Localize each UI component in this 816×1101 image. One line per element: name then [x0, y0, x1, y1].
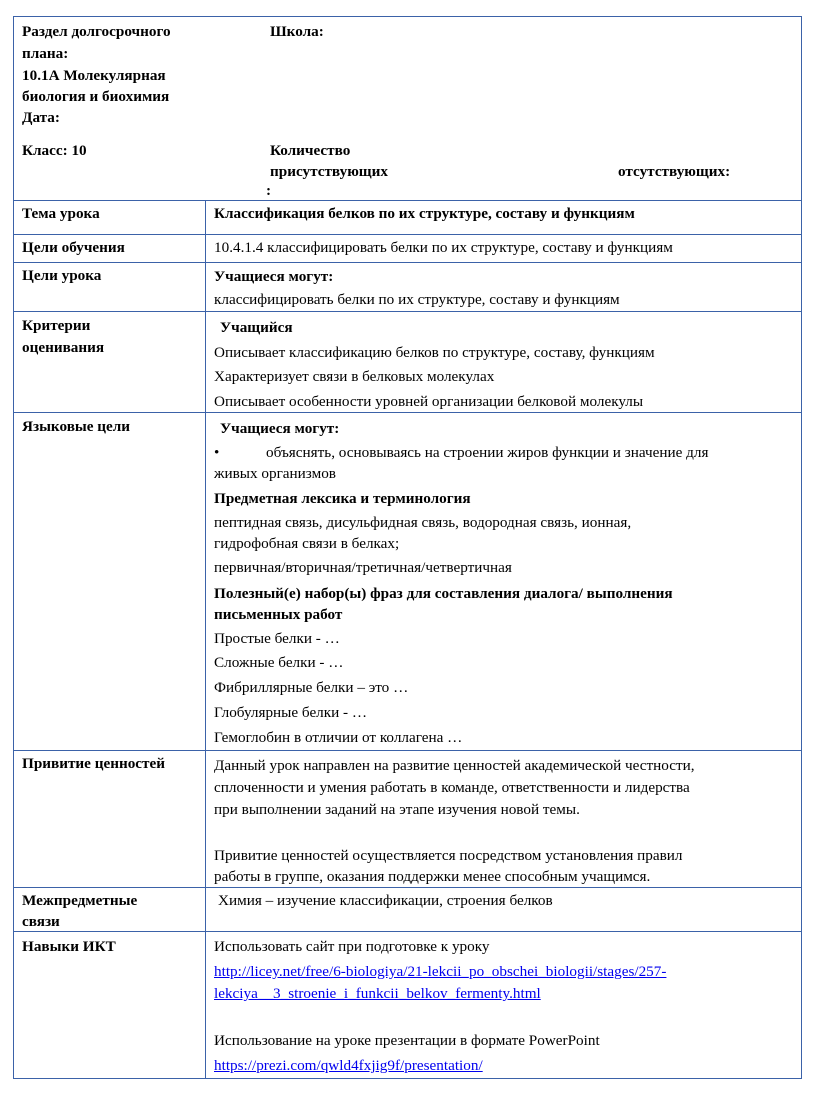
values-text: при выполнении заданий на этапе изучения новой темы. — [214, 801, 580, 818]
topic-label: Тема урока — [22, 205, 100, 222]
colon: : — [266, 182, 272, 199]
row-divider — [13, 931, 802, 932]
row-divider — [13, 234, 802, 235]
criteria-heading: Учащийся — [220, 319, 293, 336]
criteria-label: оценивания — [22, 339, 105, 356]
interdisciplinary-label: связи — [22, 913, 60, 930]
present-label: присутствующих — [270, 163, 388, 180]
phrase-item: Гемоглобин в отличии от коллагена … — [214, 729, 463, 746]
language-goal-text: живых организмов — [214, 465, 336, 482]
learning-goals-value: 10.4.1.4 классифицировать белки по их структуре, составу и функциям — [214, 239, 673, 256]
school-label: Школа: — [270, 23, 324, 40]
column-divider — [205, 200, 206, 1079]
row-divider — [13, 311, 802, 312]
criteria-label: Критерии — [22, 317, 91, 334]
section-label: плана: — [22, 45, 69, 62]
criteria-item: Характеризует связи в белковых молекулах — [214, 368, 495, 385]
phrase-item: Глобулярные белки - … — [214, 704, 368, 721]
interdisciplinary-value: Химия – изучение классификации, строения белков — [218, 892, 553, 909]
section-title: биология и биохимия — [22, 88, 170, 105]
row-divider — [13, 200, 802, 201]
vocab-text: гидрофобная связи в белках; — [214, 535, 400, 552]
vocab-text: пептидная связь, дисульфидная связь, водородная связь, ионная, — [214, 514, 632, 531]
phrases-heading: Полезный(е) набор(ы) фраз для составления диалога/ выполнения — [214, 585, 673, 602]
values-text: Привитие ценностей осуществляется посредством установления правил — [214, 847, 683, 864]
interdisciplinary-label: Межпредметные — [22, 892, 138, 909]
ict-text: Использовать сайт при подготовке к уроку — [214, 938, 490, 955]
section-label: Раздел долгосрочного — [22, 23, 171, 40]
bullet-icon: • — [214, 444, 220, 461]
absent-label: отсутствующих: — [618, 163, 731, 180]
ict-link[interactable]: http://licey.net/free/6-biologiya/21-lekcii_po_obschei_biologii/stages/257- — [214, 963, 667, 980]
count-label: Количество — [270, 142, 351, 159]
row-divider — [13, 262, 802, 263]
class-label: Класс: 10 — [22, 142, 87, 159]
row-divider — [13, 750, 802, 751]
criteria-item: Описывает классификацию белков по структуре, составу, функциям — [214, 344, 655, 361]
lesson-goals-label: Цели урока — [22, 267, 102, 284]
values-text: сплоченности и умения работать в команде, ответственности и лидерства — [214, 779, 690, 796]
lesson-goals-heading: Учащиеся могут: — [214, 268, 334, 285]
presentation-link[interactable]: https://prezi.com/qwld4fxjig9f/presentation/ — [214, 1057, 483, 1074]
language-goals-heading: Учащиеся могут: — [220, 420, 340, 437]
section-title: 10.1А Молекулярная — [22, 67, 166, 84]
phrase-item: Сложные белки - … — [214, 654, 344, 671]
values-text: работы в группе, оказания поддержки менее способным учащимся. — [214, 868, 651, 885]
criteria-item: Описывает особенности уровней организации белковой молекулы — [214, 393, 644, 410]
values-text: Данный урок направлен на развитие ценностей академической честности, — [214, 757, 695, 774]
vocab-heading: Предметная лексика и терминология — [214, 490, 471, 507]
ict-link[interactable]: lekciya__3_stroenie_i_funkcii_belkov_fermenty.html — [214, 985, 541, 1002]
values-label: Привитие ценностей — [22, 755, 165, 772]
ict-text: Использование на уроке презентации в формате PowerPoint — [214, 1032, 600, 1049]
language-goals-label: Языковые цели — [22, 418, 131, 435]
language-goal-text: объяснять, основываясь на строении жиров функции и значение для — [266, 444, 709, 461]
lesson-goals-text: классифицировать белки по их структуре, составу и функциям — [214, 291, 620, 308]
date-label: Дата: — [22, 109, 60, 126]
phrase-item: Простые белки - … — [214, 630, 340, 647]
vocab-text: первичная/вторичная/третичная/четвертичная — [214, 559, 512, 576]
ict-label: Навыки ИКТ — [22, 938, 116, 955]
learning-goals-label: Цели обучения — [22, 239, 125, 256]
topic-value: Классификация белков по их структуре, составу и функциям — [214, 205, 635, 222]
phrase-item: Фибриллярные белки – это … — [214, 679, 409, 696]
phrases-heading: письменных работ — [214, 606, 343, 623]
